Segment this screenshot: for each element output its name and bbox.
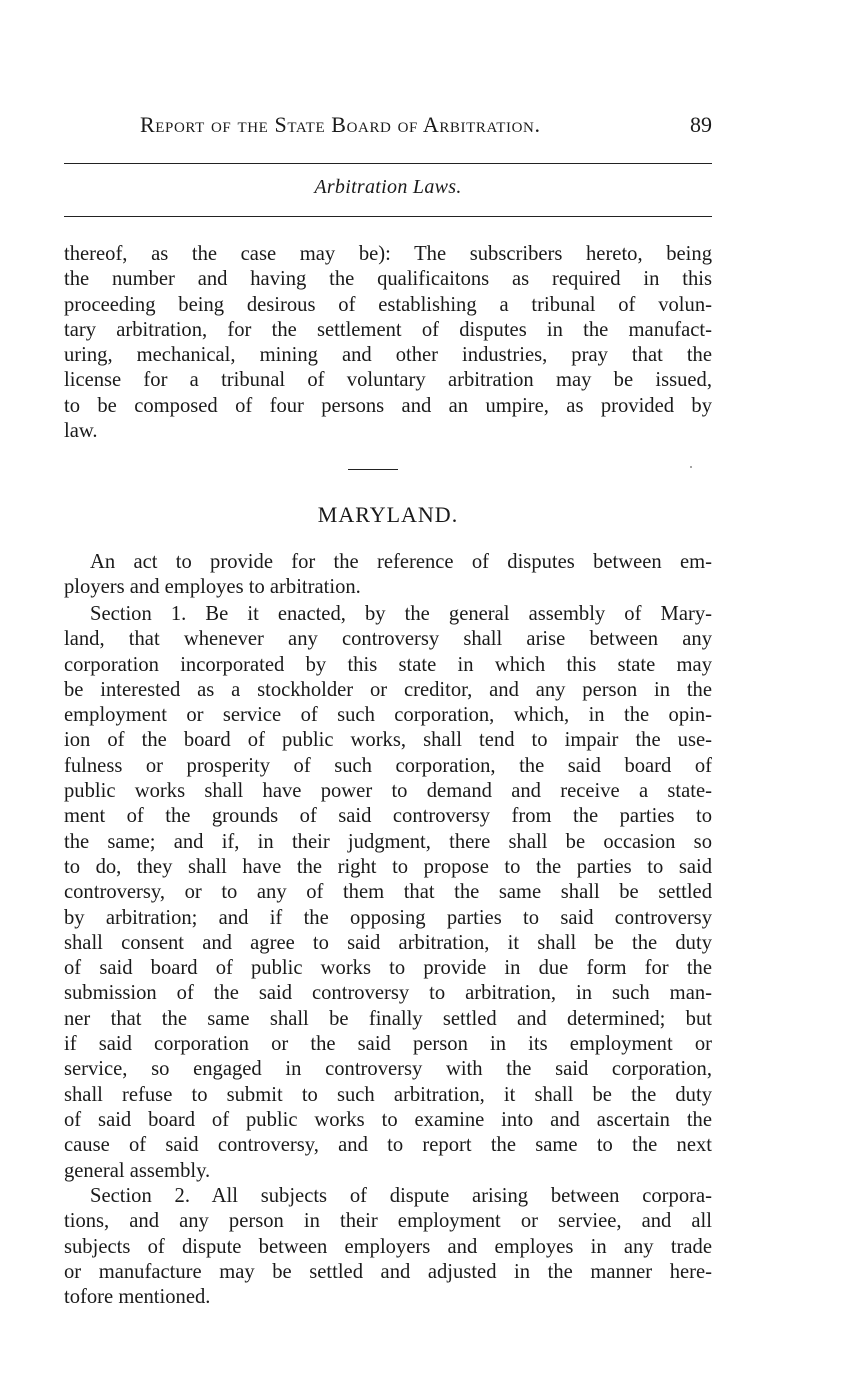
text-line: ment of the grounds of said controversy from the parties to xyxy=(64,805,712,828)
text-line: the number and having the qualificaitons as required in this xyxy=(64,268,712,291)
text-line: An act to provide for the reference of disputes between em- xyxy=(90,551,712,573)
page-number: 89 xyxy=(690,112,712,137)
paragraph-act-title xyxy=(64,550,712,601)
text-line: of said board of public works to provide in due form for the xyxy=(64,957,712,980)
text-line: Section 2. All subjects of dispute arising between corpora- xyxy=(90,1185,712,1207)
paragraph-section-2 xyxy=(64,1184,712,1310)
text-line: submission of the said controversy to arbitration, in such man- xyxy=(64,982,712,1005)
paragraph-petition-end xyxy=(64,242,712,444)
text-line: cause of said controversy, and to report the same to the next xyxy=(64,1134,712,1157)
section-heading: Arbitration Laws. xyxy=(314,176,462,198)
text-line: public works shall have power to demand and receive a state- xyxy=(64,780,712,803)
text-line: land, that whenever any controversy shall arise between any xyxy=(64,628,712,651)
text-line: shall consent and agree to said arbitration, it shall be the duty xyxy=(64,931,712,954)
text-line: to be composed of four persons and an umpire, as provided by xyxy=(64,394,712,417)
paragraph-section-1 xyxy=(64,602,712,1184)
text-line: of said board of public works to examine into and ascertain the xyxy=(64,1108,712,1131)
header-rule-bottom xyxy=(64,216,712,217)
text-line: law. xyxy=(64,420,98,443)
text-line: if said corporation or the said person in its employment or xyxy=(64,1033,712,1056)
text-line: tions, and any person in their employment or serviee, and all xyxy=(64,1210,712,1233)
running-head xyxy=(140,112,712,142)
text-line: ion of the board of public works, shall tend to impair the use- xyxy=(64,729,712,752)
text-line: thereof, as the case may be): The subscribers hereto, being xyxy=(64,243,712,265)
text-line: general assembly. xyxy=(64,1159,211,1182)
text-line: tary arbitration, for the settlement of disputes in the manufact- xyxy=(64,318,712,341)
text-line: ployers and employes to arbitration. xyxy=(64,576,361,599)
text-line: ner that the same shall be finally settled and determined; but xyxy=(64,1007,712,1030)
text-line: or manufacture may be settled and adjusted in the manner here- xyxy=(64,1260,712,1283)
text-line: subjects of dispute between employers and employes in any trade xyxy=(64,1235,712,1258)
text-line: to do, they shall have the right to propose to the parties to said xyxy=(64,855,712,878)
text-line: service, so engaged in controversy with the said corporation, xyxy=(64,1058,712,1081)
text-line: shall refuse to submit to such arbitration, it shall be the duty xyxy=(64,1083,712,1106)
text-line: by arbitration; and if the opposing parties to said controversy xyxy=(64,906,712,929)
state-heading: MARYLAND. xyxy=(317,502,459,527)
text-line: uring, mechanical, mining and other industries, pray that the xyxy=(64,344,712,367)
text-line: the same; and if, in their judgment, there shall be occasion so xyxy=(64,830,712,853)
text-line: corporation incorporated by this state in which this state may xyxy=(64,653,712,676)
text-line: fulness or prosperity of such corporation, the said board of xyxy=(64,754,712,777)
section-divider xyxy=(348,469,398,470)
text-line: tofore mentioned. xyxy=(64,1286,211,1309)
text-line: be interested as a stockholder or creditor, and any person in the xyxy=(64,678,712,701)
running-head-title: Report of the State Board of Arbitration. xyxy=(140,112,541,137)
text-line: employment or service of such corporation, which, in the opin- xyxy=(64,704,712,727)
print-speck xyxy=(690,466,692,468)
text-line: proceeding being desirous of establishing a tribunal of volun- xyxy=(64,293,712,316)
text-line: controversy, or to any of them that the same shall be settled xyxy=(64,881,712,904)
header-rule-top xyxy=(64,163,712,164)
text-line: license for a tribunal of voluntary arbitration may be issued, xyxy=(64,369,712,392)
text-line: Section 1. Be it enacted, by the general assembly of Mary- xyxy=(90,603,712,625)
